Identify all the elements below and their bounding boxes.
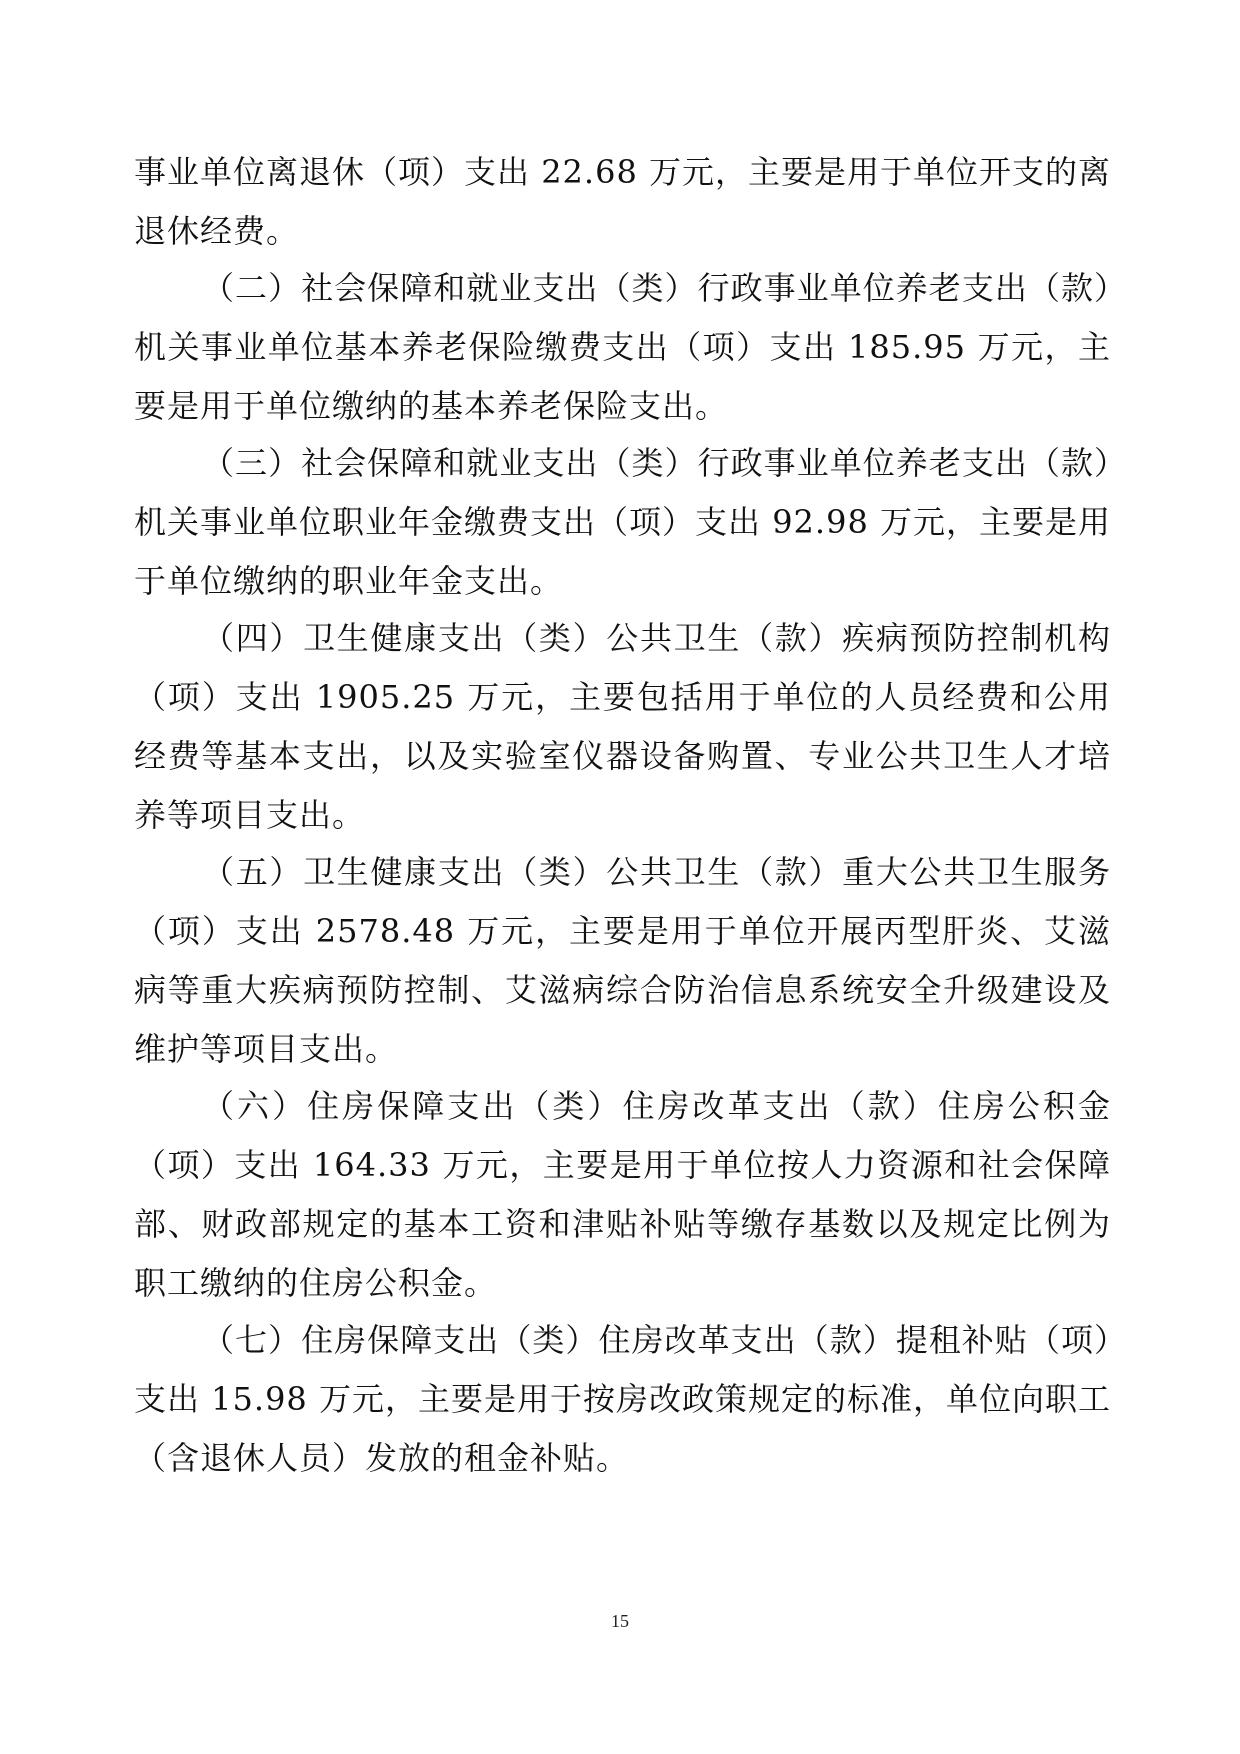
paragraph-item-4: （四）卫生健康支出（类）公共卫生（款）疾病预防控制机构（项）支出 1905.25 万元，主要包括用于单位的人员经费和公用经费等基本支出，以及实验室仪器设备购置、专业公共卫生人才培养等项目支出。 (134, 619, 1111, 834)
page-number: 15 (611, 1611, 629, 1631)
paragraph-item-5: （五）卫生健康支出（类）公共卫生（款）重大公共卫生服务（项）支出 2578.48 万元，主要是用于单位开展丙型肝炎、艾滋病等重大疾病预防控制、艾滋病综合防治信息系统安全升级建设及维护等项目支出。 (134, 853, 1111, 1068)
document-body (134, 143, 1111, 1486)
paragraph-continuation: 事业单位离退休（项）支出 22.68 万元，主要是用于单位开支的离退休经费。 (134, 153, 1111, 250)
paragraph-item-2: （二）社会保障和就业支出（类）行政事业单位养老支出（款）机关事业单位基本养老保险缴费支出（项）支出 185.95 万元，主要是用于单位缴纳的基本养老保险支出。 (134, 269, 1111, 425)
paragraph-item-6: （六）住房保障支出（类）住房改革支出（款）住房公积金（项）支出 164.33 万元，主要是用于单位按人力资源和社会保障部、财政部规定的基本工资和津贴补贴等缴存基数以及规定比例为职工缴纳的住房公积金。 (134, 1087, 1111, 1302)
paragraph-item-7: （七）住房保障支出（类）住房改革支出（款）提租补贴（项）支出 15.98 万元，主要是用于按房改政策规定的标准，单位向职工（含退休人员）发放的租金补贴。 (134, 1321, 1111, 1477)
paragraph-item-3: （三）社会保障和就业支出（类）行政事业单位养老支出（款）机关事业单位职业年金缴费支出（项）支出 92.98 万元，主要是用于单位缴纳的职业年金支出。 (134, 444, 1111, 600)
